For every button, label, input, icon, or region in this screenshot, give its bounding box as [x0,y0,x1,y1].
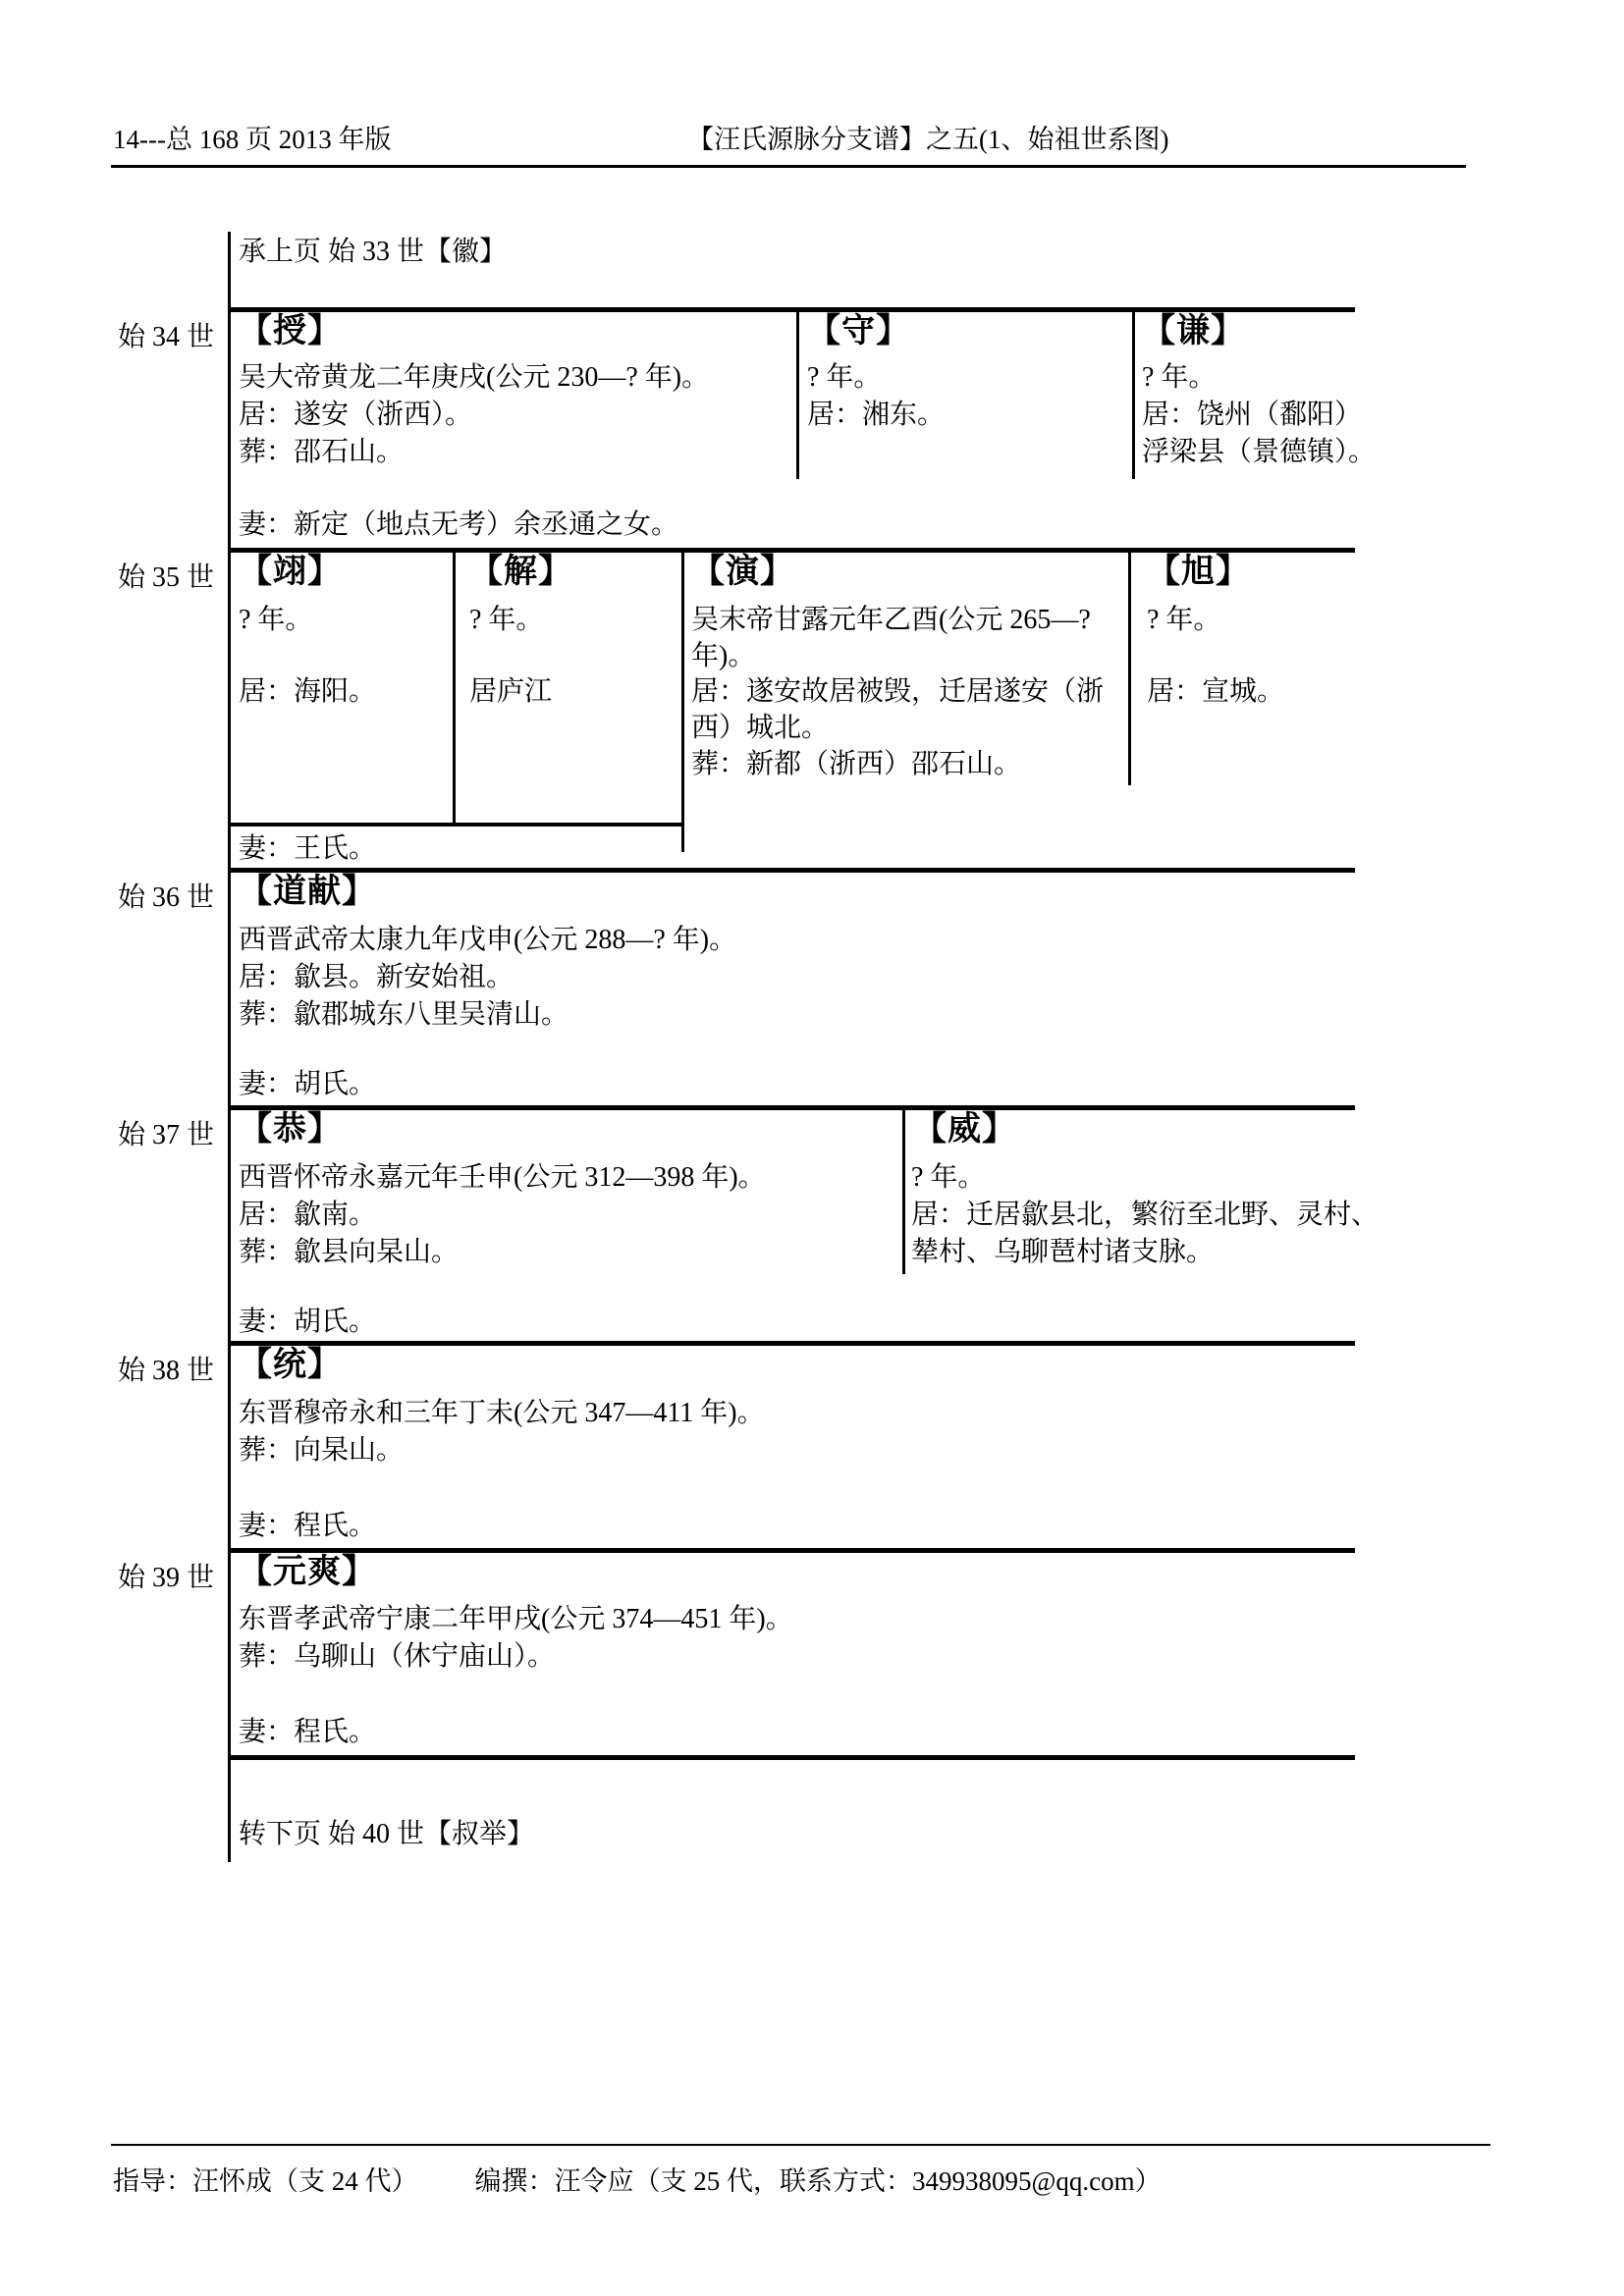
gen35-wife: 妻：王氏。 [239,833,377,864]
gen35-divider-3 [1128,548,1131,785]
footer-advisor: 指导：汪怀成（支 24 代） [113,2166,418,2196]
person-line: 居：饶州（鄱阳） [1142,400,1363,430]
person-line: ? 年。 [1147,605,1221,635]
person-line: 年)。 [691,641,756,671]
person-line: 葬：邵石山。 [239,437,405,467]
footer-editor: 编撰：汪令应（支 25 代，联系方式：349938095@qq.com） [474,2166,1162,2196]
gen39-wife: 妻：程氏。 [239,1717,377,1747]
gen37-wife: 妻：胡氏。 [239,1307,377,1337]
person-name-wei: 【威】 [913,1111,1016,1148]
person-line: 西晋怀帝永嘉元年壬申(公元 312—398 年)。 [239,1162,766,1193]
gen34-divider-2 [1132,307,1135,479]
gen34-divider-1 [796,307,799,479]
gen37-divider-1 [902,1105,905,1274]
person-name-yan: 【演】 [691,554,794,590]
person-line: 居：遂安（浙西）。 [239,400,473,430]
gen39-label: 始 39 世 [118,1563,215,1593]
gen34-wife: 妻：新定（地点无考）余丞通之女。 [239,509,679,540]
gen35-label: 始 35 世 [118,562,215,593]
person-line: 居：宣城。 [1147,676,1285,707]
person-line: 葬：新都（浙西）邵石山。 [691,749,1022,779]
gen35-top-border [228,548,1355,553]
continuation-top-text: 承上页 始 33 世【徽】 [239,237,508,267]
page-number-text: 14---总 168 页 2013 年版 [113,125,392,154]
person-line: 辇村、乌聊琶村诸支脉。 [911,1237,1215,1267]
person-name-yi4: 【翊】 [239,554,342,590]
gen37-label: 始 37 世 [118,1120,215,1150]
person-name-tong: 【统】 [239,1347,342,1383]
person-line: 西晋武帝太康九年戊申(公元 288—? 年)。 [239,925,737,955]
gen35-divider-1 [453,548,456,825]
person-line: 居：歙县。新安始祖。 [239,962,514,992]
person-line: 吴末帝甘露元年乙酉(公元 265—? [691,605,1091,635]
person-line: 东晋穆帝永和三年丁未(公元 347—411 年)。 [239,1398,765,1428]
gen38-wife: 妻：程氏。 [239,1511,377,1541]
gen36-top-border [228,868,1355,873]
page-title: 【汪氏源脉分支谱】之五(1、始祖世系图) [687,125,1169,154]
gen35-step-border [228,823,684,827]
person-line: 居：迁居歙县北，繁衍至北野、灵村、 [911,1200,1380,1230]
footer-credits [113,2160,1162,2198]
person-line: ? 年。 [911,1162,986,1193]
gen36-label: 始 36 世 [118,882,215,913]
gen37-top-border [228,1105,1355,1110]
person-line: 吴大帝黄龙二年庚戌(公元 230—? 年)。 [239,362,710,393]
person-line: 葬：向杲山。 [239,1435,405,1466]
gen39-top-border [228,1548,1355,1553]
tree-left-spine [228,232,231,1862]
person-line: 葬：歙郡城东八里吴清山。 [239,999,569,1030]
person-line: 东晋孝武帝宁康二年甲戌(公元 374—451 年)。 [239,1604,793,1634]
gen38-top-border [228,1341,1355,1346]
person-line: 居：湘东。 [807,400,946,430]
gen34-top-border [228,307,1355,312]
person-line: ? 年。 [1142,362,1217,393]
gen38-label: 始 38 世 [118,1356,215,1386]
person-line: 浮梁县（景德镇）。 [1142,437,1377,467]
header-rule [111,165,1466,168]
gen34-label: 始 34 世 [118,322,215,352]
person-line: ? 年。 [239,605,313,635]
person-name-xu: 【旭】 [1147,554,1250,590]
gen36-wife: 妻：胡氏。 [239,1069,377,1099]
gen35-divider-2 [681,548,684,852]
person-line: ? 年。 [469,605,544,635]
person-line: 居：遂安故居被毁，迁居遂安（浙 [691,676,1105,707]
footer-rule [111,2144,1490,2146]
person-line: 葬：歙县向杲山。 [239,1237,460,1267]
person-name-shou4: 【授】 [239,313,342,349]
person-line: 西）城北。 [691,713,830,743]
gen39-bottom-border [228,1755,1355,1760]
person-name-gong: 【恭】 [239,1111,342,1148]
person-line: 居：海阳。 [239,676,377,707]
person-line: 居庐江 [469,676,553,707]
person-line: 居：歙南。 [239,1200,377,1230]
continuation-bottom-text: 转下页 始 40 世【叔举】 [239,1819,535,1849]
person-name-yuanshuang: 【元爽】 [239,1554,376,1590]
person-name-qian: 【谦】 [1142,313,1245,349]
person-name-jie: 【解】 [469,554,572,590]
person-name-shou3: 【守】 [807,313,910,349]
person-line: ? 年。 [807,362,882,393]
person-name-daoxian: 【道献】 [239,874,376,910]
person-line: 葬：乌聊山（休宁庙山）。 [239,1641,556,1672]
